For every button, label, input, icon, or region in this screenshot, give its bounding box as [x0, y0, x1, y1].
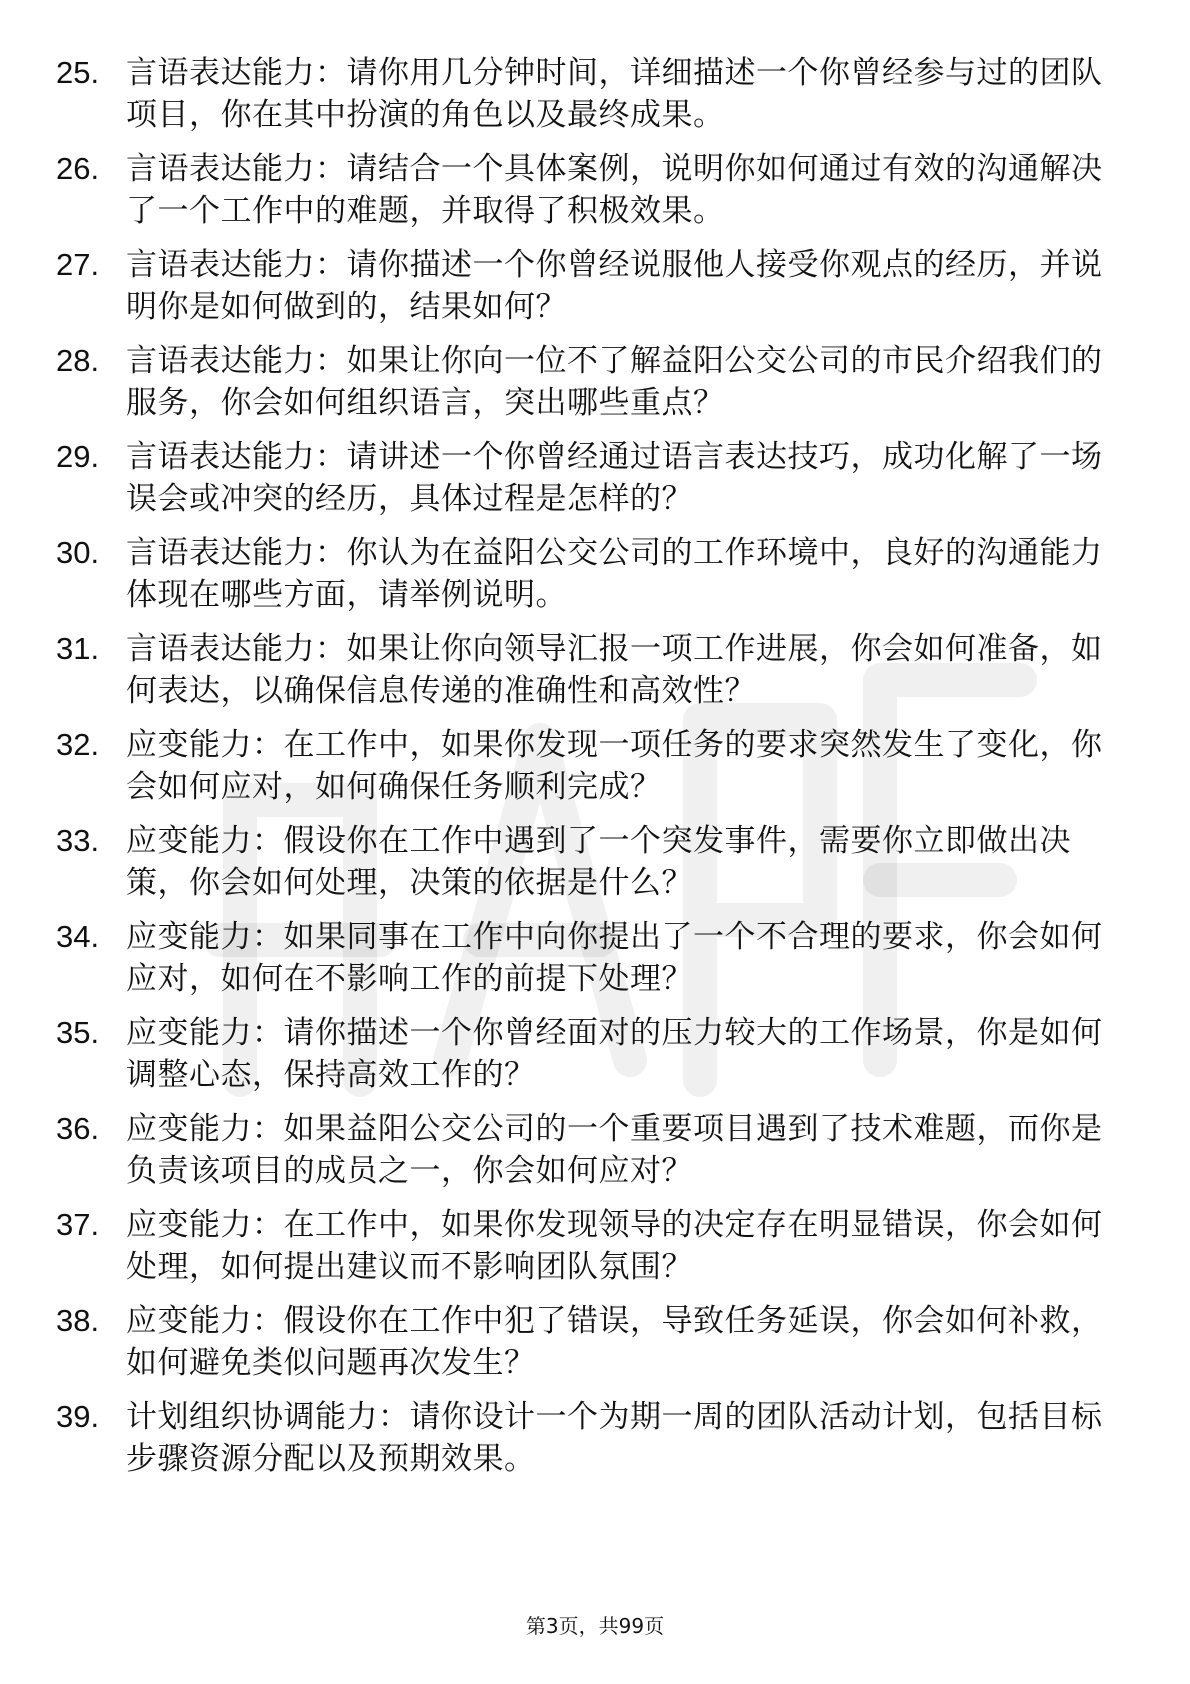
question-item — [0, 436, 1190, 532]
question-text: 言语表达能力：如果让你向领导汇报一项工作进展，你会如何准备，如何表达，以确保信息传递的准确性和高效性？ — [126, 631, 1103, 709]
question-number: 36. — [56, 1111, 100, 1146]
question-item — [0, 1300, 1190, 1396]
question-item — [0, 1012, 1190, 1108]
question-text: 言语表达能力：请结合一个具体案例，说明你如何通过有效的沟通解决了一个工作中的难题，并取得了积极效果。 — [126, 151, 1103, 229]
question-number: 30. — [56, 535, 100, 570]
question-number: 27. — [56, 247, 100, 282]
question-text: 应变能力：请你描述一个你曾经面对的压力较大的工作场景，你是如何调整心态，保持高效工作的？ — [126, 1015, 1103, 1093]
question-item — [0, 1396, 1190, 1492]
question-number: 39. — [56, 1399, 100, 1434]
question-item — [0, 628, 1190, 724]
question-text: 应变能力：在工作中，如果你发现一项任务的要求突然发生了变化，你会如何应对，如何确保任务顺利完成？ — [126, 727, 1103, 805]
question-text: 应变能力：如果同事在工作中向你提出了一个不合理的要求，你会如何应对，如何在不影响工作的前提下处理？ — [126, 919, 1103, 997]
question-number: 26. — [56, 151, 100, 186]
question-text: 应变能力：假设你在工作中遇到了一个突发事件，需要你立即做出决策，你会如何处理，决策的依据是什么？ — [126, 823, 1071, 901]
question-number: 31. — [56, 631, 100, 666]
question-text: 言语表达能力：请讲述一个你曾经通过语言表达技巧，成功化解了一场误会或冲突的经历，具体过程是怎样的？ — [126, 439, 1103, 517]
question-number: 37. — [56, 1207, 100, 1242]
question-number: 25. — [56, 55, 100, 90]
question-item — [0, 916, 1190, 1012]
question-item — [0, 52, 1190, 148]
question-number: 28. — [56, 343, 100, 378]
question-number: 29. — [56, 439, 100, 474]
question-item — [0, 340, 1190, 436]
question-list — [0, 52, 1190, 1492]
page-number-footer: 第3页，共99页 — [525, 1614, 665, 1638]
question-number: 32. — [56, 727, 100, 762]
question-number: 33. — [56, 823, 100, 858]
question-text: 言语表达能力：请你用几分钟时间，详细描述一个你曾经参与过的团队项目，你在其中扮演的角色以及最终成果。 — [126, 55, 1103, 133]
question-text: 言语表达能力：如果让你向一位不了解益阳公交公司的市民介绍我们的服务，你会如何组织语言，突出哪些重点？ — [126, 343, 1103, 421]
question-item — [0, 1108, 1190, 1204]
question-item — [0, 724, 1190, 820]
question-text: 言语表达能力：请你描述一个你曾经说服他人接受你观点的经历，并说明你是如何做到的，结果如何？ — [126, 247, 1103, 325]
question-item — [0, 244, 1190, 340]
question-item — [0, 148, 1190, 244]
question-text: 应变能力：在工作中，如果你发现领导的决定存在明显错误，你会如何处理，如何提出建议而不影响团队氛围？ — [126, 1207, 1103, 1285]
question-number: 38. — [56, 1303, 100, 1338]
question-number: 34. — [56, 919, 100, 954]
question-text: 计划组织协调能力：请你设计一个为期一周的团队活动计划，包括目标步骤资源分配以及预期效果。 — [126, 1399, 1103, 1477]
question-text: 应变能力：如果益阳公交公司的一个重要项目遇到了技术难题，而你是负责该项目的成员之一，你会如何应对？ — [126, 1111, 1103, 1189]
question-item — [0, 1204, 1190, 1300]
question-item — [0, 820, 1190, 916]
question-text: 言语表达能力：你认为在益阳公交公司的工作环境中，良好的沟通能力体现在哪些方面，请举例说明。 — [126, 535, 1103, 613]
question-text: 应变能力：假设你在工作中犯了错误，导致任务延误，你会如何补救，如何避免类似问题再次发生？ — [126, 1303, 1103, 1381]
question-number: 35. — [56, 1015, 100, 1050]
question-item — [0, 532, 1190, 628]
